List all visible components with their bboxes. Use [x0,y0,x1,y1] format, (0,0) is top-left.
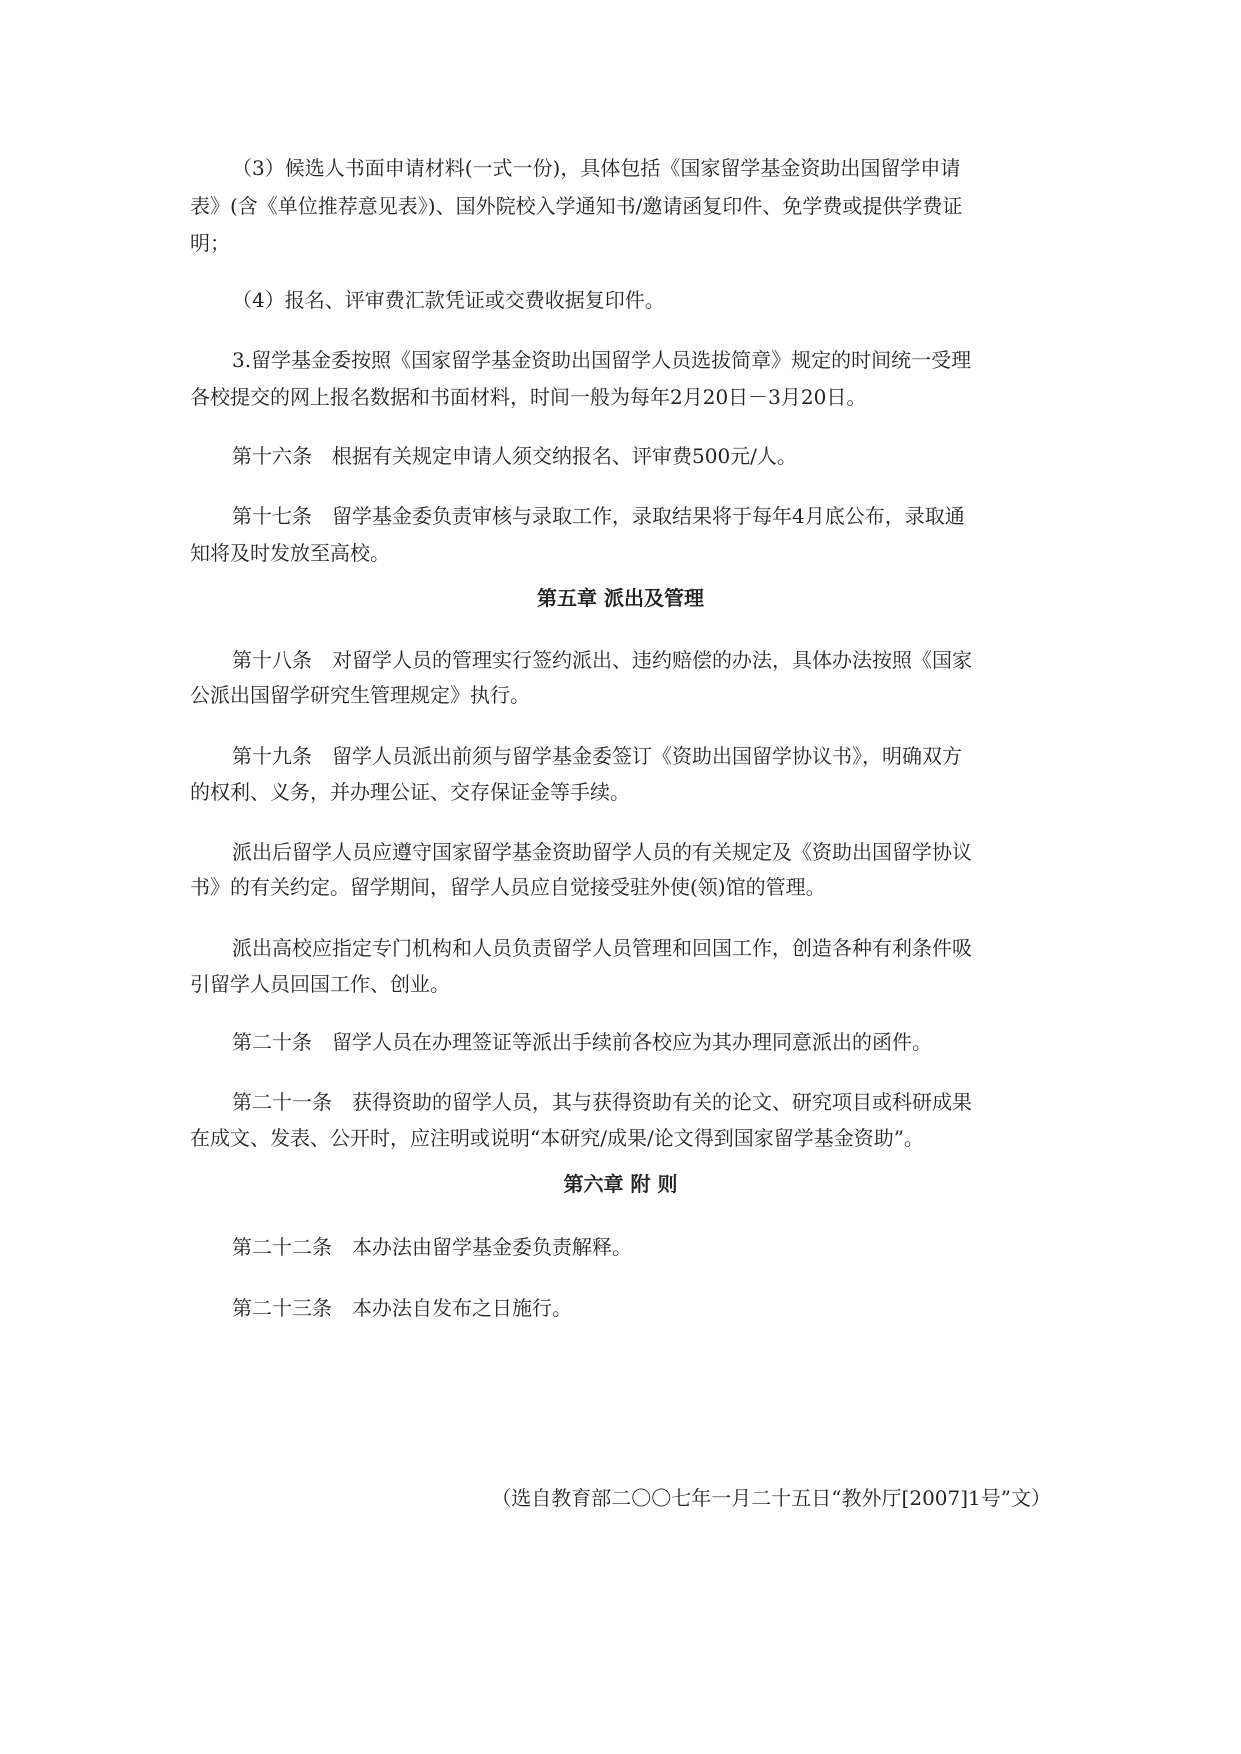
article-21-line-2: 在成文、发表、公开时，应注明或说明“本研究/成果/论文得到国家留学基金资助”。 [190,1126,924,1150]
article-18-line-1: 第十八条 对留学人员的管理实行签约派出、违约赔偿的办法，具体办法按照《国家 [232,648,972,672]
article-16: 第十六条 根据有关规定申请人须交纳报名、评审费500元/人。 [232,444,797,468]
paragraph-3-line-1: （3）候选人书面申请材料(一式一份)，具体包括《国家留学基金资助出国留学申请 [232,156,961,180]
source-footnote: （选自教育部二〇〇七年一月二十五日“教外厅[2007]1号”文） [491,1486,1051,1510]
article-19-line-1: 第十九条 留学人员派出前须与留学基金委签订《资助出国留学协议书》，明确双方 [232,744,962,768]
article-21-line-1: 第二十一条 获得资助的留学人员，其与获得资助有关的论文、研究项目或科研成果 [232,1090,972,1114]
article-17-line-2: 知将及时发放至高校。 [190,541,390,565]
article-23: 第二十三条 本办法自发布之日施行。 [232,1296,572,1320]
post-dispatch-line-2: 书》的有关约定。留学期间，留学人员应自觉接受驻外使(领)馆的管理。 [190,875,826,899]
paragraph-3-line-2: 表》(含《单位推荐意见表》)、国外院校入学通知书/邀请函复印件、免学费或提供学费证 [190,194,963,218]
item-3-line-2: 各校提交的网上报名数据和书面材料，时间一般为每年2月20日－3月20日。 [190,385,867,409]
university-duty-line-2: 引留学人员回国工作、创业。 [190,972,450,996]
item-3-line-1: 3.留学基金委按照《国家留学基金资助出国留学人员选拔简章》规定的时间统一受理 [232,348,972,372]
paragraph-3-line-3: 明； [190,231,230,255]
university-duty-line-1: 派出高校应指定专门机构和人员负责留学人员管理和回国工作，创造各种有利条件吸 [232,936,972,960]
post-dispatch-line-1: 派出后留学人员应遵守国家留学基金资助留学人员的有关规定及《资助出国留学协议 [232,840,972,864]
chapter-6-heading: 第六章 附 则 [563,1172,678,1196]
article-18-line-2: 公派出国留学研究生管理规定》执行。 [190,683,530,707]
article-17-line-1: 第十七条 留学基金委负责审核与录取工作，录取结果将于每年4月底公布，录取通 [232,504,965,528]
article-22: 第二十二条 本办法由留学基金委负责解释。 [232,1235,632,1259]
chapter-5-heading: 第五章 派出及管理 [537,586,704,610]
article-20: 第二十条 留学人员在办理签证等派出手续前各校应为其办理同意派出的函件。 [232,1030,932,1054]
article-19-line-2: 的权利、义务，并办理公证、交存保证金等手续。 [190,780,630,804]
paragraph-4: （4）报名、评审费汇款凭证或交费收据复印件。 [232,288,665,312]
